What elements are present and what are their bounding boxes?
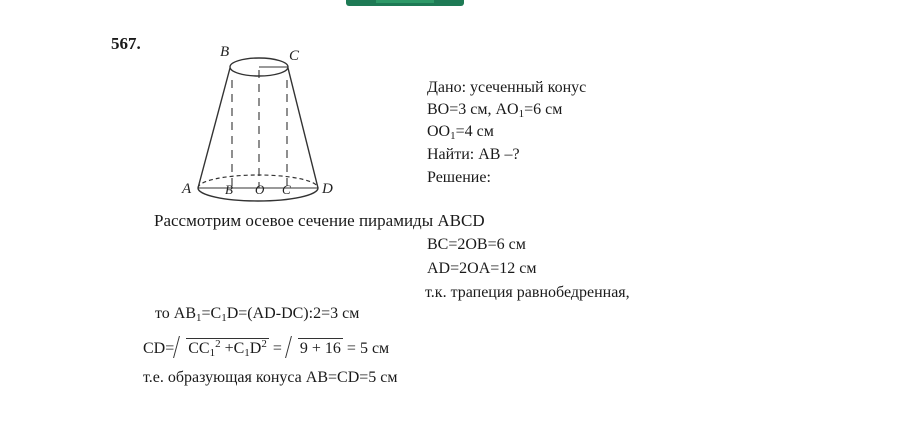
- label-b: B: [220, 44, 230, 60]
- label-b1: B: [225, 182, 233, 197]
- solution-line-1: Рассмотрим осевое сечение пирамиды ABCD: [154, 211, 485, 230]
- truncated-cone-figure: [176, 38, 346, 208]
- solution-line-4: т.к. трапеция равнобедренная,: [425, 284, 630, 301]
- sqrt-expression-2: 9 + 16: [288, 338, 343, 359]
- solution-line-3: AD=2OA=12 см: [427, 260, 537, 277]
- given-find-line: Найти: AB –?: [427, 146, 520, 163]
- given-line-3: $OO_1=4$ см: [427, 123, 494, 142]
- generatrix-cd: [288, 68, 318, 188]
- solution-heading: Решение:: [427, 169, 491, 186]
- given-line-1: Дано: усеченный конус: [427, 79, 587, 96]
- solution-line-7-answer: т.е. образующая конуса AB=CD=5 см: [143, 369, 398, 386]
- label-d: D: [322, 181, 333, 197]
- generatrix-ab: [198, 68, 230, 188]
- top-green-tab-inner: [376, 0, 434, 3]
- solution-line-5: то $AB_1=C_1D=(AD-DC):2=3$ см: [155, 305, 360, 324]
- given-line-2: BO=3 см, $AO_1=6$ см: [427, 101, 563, 120]
- solution-line-2: BC=2OB=6 см: [427, 236, 526, 253]
- problem-number: 567.: [111, 34, 141, 53]
- solution-line-6-formula: $CD= CC_1^2 +C_1D^2 = 9 + 16 = 5$ см: [143, 338, 390, 359]
- top-green-tab: [346, 0, 464, 6]
- label-c1: C: [282, 182, 291, 197]
- label-c: C: [289, 48, 300, 64]
- label-a: A: [182, 181, 192, 197]
- label-o1: O: [255, 182, 265, 197]
- sqrt-expression-1: $CC_1^2 +C_1D^2$: [176, 338, 269, 359]
